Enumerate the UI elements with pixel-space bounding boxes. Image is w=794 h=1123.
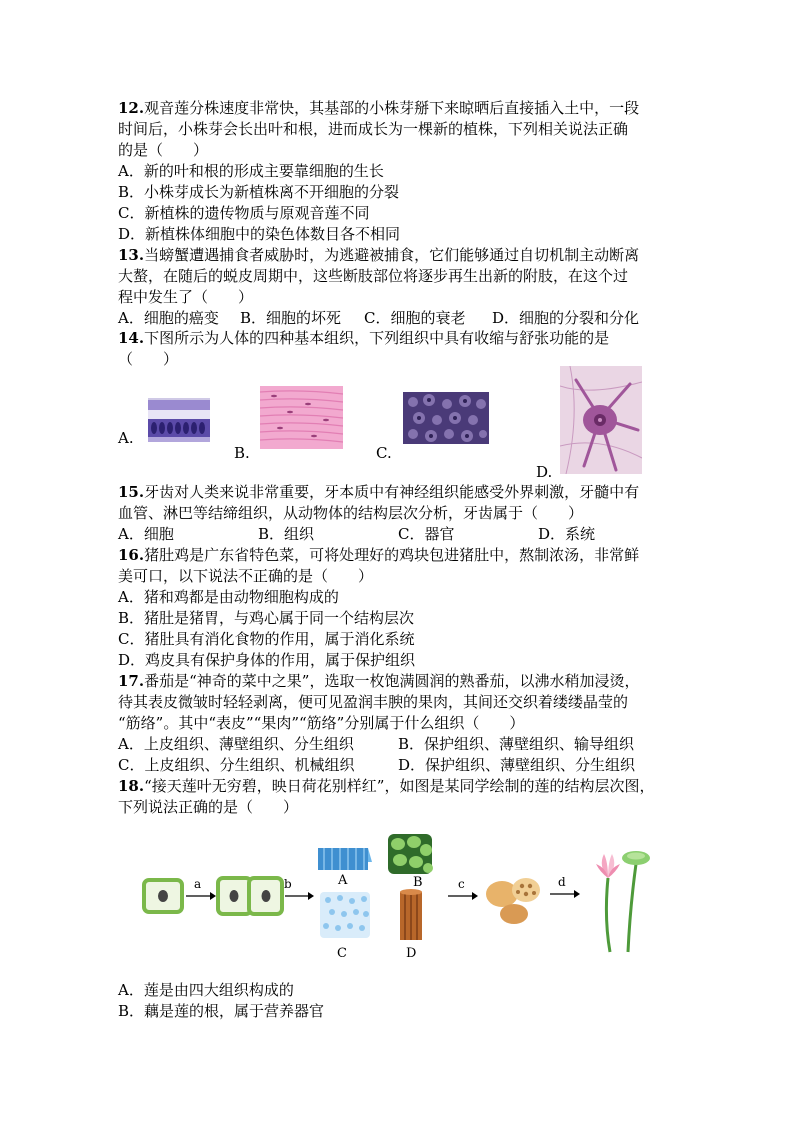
- q18-line-1: [118, 776, 654, 796]
- q12-number: 12.: [118, 99, 145, 117]
- tissue-b-image: [388, 834, 433, 874]
- tissue-a-label: A: [338, 873, 348, 888]
- q17-text-1: 番茄是“神奇的菜中之果”，选取一枚饱满圆润的熟番茄，以沸水稍加浸烫，: [144, 672, 640, 690]
- q16-text-1: 猪肚鸡是广东省特色菜，可将处理好的鸡块包进猪肚中，熬制浓汤，非常鲜: [144, 546, 640, 564]
- q17-line-1: [118, 671, 639, 691]
- single-cell-image: [144, 880, 182, 912]
- arrow-d-label: d: [558, 875, 566, 889]
- q17-option-d[interactable]: D．保护组织、薄壁组织、分生组织: [398, 756, 636, 774]
- q15-line-2: 血管、淋巴等结缔组织，从动物体的结构层次分析，牙齿属于（ ）: [118, 504, 584, 522]
- arrow-d: [550, 890, 580, 898]
- q13-text-1: 当螃蟹遭遇捕食者威胁时，为逃避被捕食，它们能够通过自切机制主动断离: [144, 246, 640, 264]
- tissue-b-label: B: [413, 875, 423, 890]
- q13-option-c[interactable]: C．细胞的衰老: [364, 309, 466, 327]
- q16-option-a[interactable]: A．猪和鸡都是由动物细胞构成的: [118, 588, 339, 606]
- q14-image-label-c[interactable]: C.: [376, 444, 392, 462]
- q12-option-d[interactable]: D．新植株体细胞中的染色体数目各不相同: [118, 225, 401, 243]
- q13-line-1: [118, 245, 639, 265]
- q12-option-a[interactable]: A．新的叶和根的形成主要靠细胞的生长: [118, 162, 384, 180]
- q15-text-1: 牙齿对人类来说非常重要，牙本质中有神经组织能感受外界刺激，牙髓中有: [144, 483, 640, 501]
- arrow-a-label: a: [194, 877, 202, 891]
- q14-number: 14.: [118, 329, 145, 347]
- q13-number: 13.: [118, 246, 145, 264]
- q17-option-b[interactable]: B．保护组织、薄壁组织、输导组织: [398, 735, 635, 753]
- q18-option-a[interactable]: A．莲是由四大组织构成的: [118, 981, 294, 999]
- q13-option-a[interactable]: A．细胞的癌变: [118, 309, 219, 327]
- q13-option-b[interactable]: B．细胞的坏死: [240, 309, 342, 327]
- q14-image-label-a[interactable]: A.: [118, 429, 134, 447]
- q18-option-b[interactable]: B．藕是莲的根，属于营养器官: [118, 1002, 325, 1020]
- tissue-d-label: D: [406, 946, 417, 961]
- q16-option-d[interactable]: D．鸡皮具有保护身体的作用，属于保护组织: [118, 651, 416, 669]
- q14-line-1: [118, 328, 609, 348]
- q12-line-2: 时间后，小株芽会长出叶和根，进而成长为一棵新的植株，下列相关说法正确: [118, 120, 629, 138]
- tissue-a-image: [318, 848, 372, 870]
- epithelial-tissue-image[interactable]: [148, 398, 210, 442]
- q17-number: 17.: [118, 672, 145, 690]
- q12-option-b[interactable]: B．小株芽成长为新植株离不开细胞的分裂: [118, 183, 400, 201]
- q18-line-2: 下列说法正确的是（ ）: [118, 798, 299, 816]
- dividing-cells-image: [218, 878, 282, 914]
- arrow-c: [448, 892, 478, 900]
- q14-image-label-b[interactable]: B.: [234, 444, 250, 462]
- q16-number: 16.: [118, 546, 145, 564]
- lotus-root-image: [486, 878, 540, 924]
- q16-option-c[interactable]: C．猪肚具有消化食物的作用，属于消化系统: [118, 630, 415, 648]
- q16-line-2: 美可口，以下说法不正确的是（ ）: [118, 567, 374, 585]
- arrow-a: [186, 892, 216, 900]
- q15-option-c[interactable]: C．器官: [398, 525, 455, 543]
- tissue-c-label: C: [337, 946, 347, 961]
- connective-tissue-image[interactable]: [403, 392, 489, 444]
- lotus-structure-diagram: [130, 828, 670, 968]
- q15-number: 15.: [118, 483, 145, 501]
- lotus-plant-image: [596, 851, 650, 952]
- q15-option-d[interactable]: D．系统: [538, 525, 596, 543]
- q14-image-label-d[interactable]: D.: [536, 463, 553, 481]
- arrow-c-label: c: [458, 877, 465, 891]
- q12-line-1: [118, 98, 639, 118]
- q13-line-3: 程中发生了（ ）: [118, 288, 254, 306]
- q18-number: 18.: [118, 777, 145, 795]
- q14-text-1: 下图所示为人体的四种基本组织，下列组织中具有收缩与舒张功能的是: [144, 329, 610, 347]
- q12-line-3: 的是（ ）: [118, 141, 209, 159]
- q13-option-d[interactable]: D．细胞的分裂和分化: [492, 309, 640, 327]
- q14-line-2: （ ）: [118, 350, 179, 368]
- q16-line-1: [118, 545, 639, 565]
- q13-line-2: 大螯，在随后的蜕皮周期中，这些断肢部位将逐步再生出新的附肢，在这个过: [118, 267, 629, 285]
- q15-line-1: [118, 482, 639, 502]
- tissue-c-image: [320, 892, 370, 938]
- arrow-b: [285, 892, 314, 900]
- muscle-tissue-image[interactable]: [260, 386, 343, 449]
- arrow-b-label: b: [284, 877, 292, 891]
- q16-option-b[interactable]: B．猪肚是猪胃，与鸡心属于同一个结构层次: [118, 609, 415, 627]
- q15-option-b[interactable]: B．组织: [258, 525, 315, 543]
- q12-text-1: 观音莲分株速度非常快，其基部的小株芽掰下来晾晒后直接插入土中，一段: [144, 99, 640, 117]
- q17-line-3: “筋络”。其中“表皮”“果肉”“筋络”分别属于什么组织（ ）: [118, 714, 525, 732]
- nervous-tissue-image[interactable]: [560, 366, 642, 474]
- q17-option-c[interactable]: C．上皮组织、分生组织、机械组织: [118, 756, 355, 774]
- q17-line-2: 待其表皮微皱时轻轻剥离，便可见盈润丰腴的果肉，其间还交织着缕缕晶莹的: [118, 693, 629, 711]
- q12-option-c[interactable]: C．新植株的遗传物质与原观音莲不同: [118, 204, 370, 222]
- tissue-d-image: [400, 889, 422, 940]
- q15-option-a[interactable]: A．细胞: [118, 525, 174, 543]
- q17-option-a[interactable]: A．上皮组织、薄壁组织、分生组织: [118, 735, 354, 753]
- q18-text-1: “接天莲叶无穷碧，映日荷花别样红”，如图是某同学绘制的莲的结构层次图，: [144, 777, 655, 795]
